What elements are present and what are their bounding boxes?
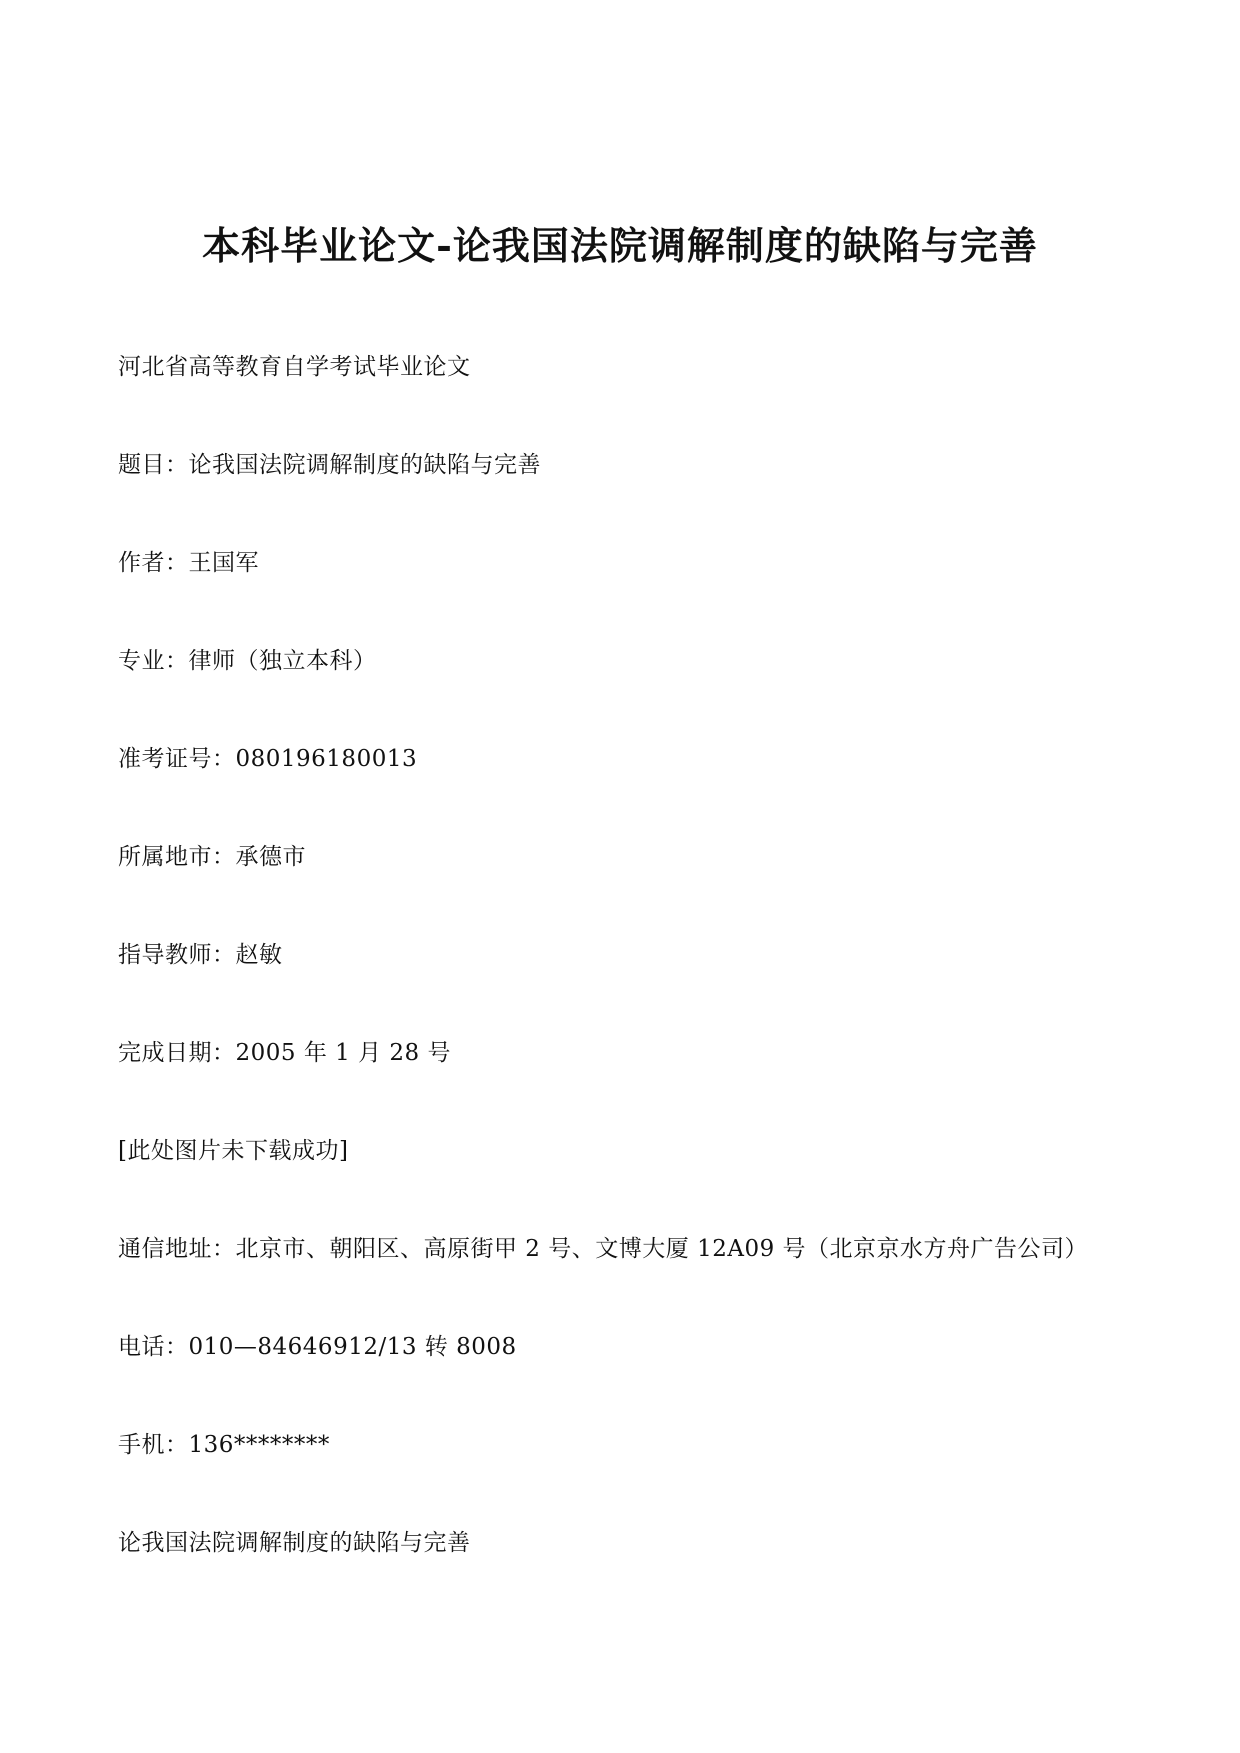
address-line: 通信地址：北京市、朝阳区、高原街甲 2 号、文博大厦 12A09 号（北京京水方舟广告公司） [118, 1236, 1089, 1262]
phone-line: 电话：010—84646912/13 转 8008 [118, 1334, 517, 1360]
major-line: 专业：律师（独立本科） [118, 648, 377, 674]
document-body [118, 352, 1158, 1626]
mobile-line: 手机：136******** [118, 1432, 330, 1458]
author-line: 作者：王国军 [118, 550, 259, 576]
section-heading-line: 论我国法院调解制度的缺陷与完善 [118, 1530, 471, 1556]
institution-line: 河北省高等教育自学考试毕业论文 [118, 354, 471, 380]
completion-date-line: 完成日期：2005 年 1 月 28 号 [118, 1040, 451, 1066]
city-line: 所属地市：承德市 [118, 844, 306, 870]
document-title: 本科毕业论文-论我国法院调解制度的缺陷与完善 [202, 223, 1038, 268]
image-placeholder-line: [此处图片未下载成功] [118, 1138, 349, 1164]
exam-number-line: 准考证号：080196180013 [118, 746, 418, 772]
topic-line: 题目：论我国法院调解制度的缺陷与完善 [118, 452, 541, 478]
advisor-line: 指导教师：赵敏 [118, 942, 283, 968]
